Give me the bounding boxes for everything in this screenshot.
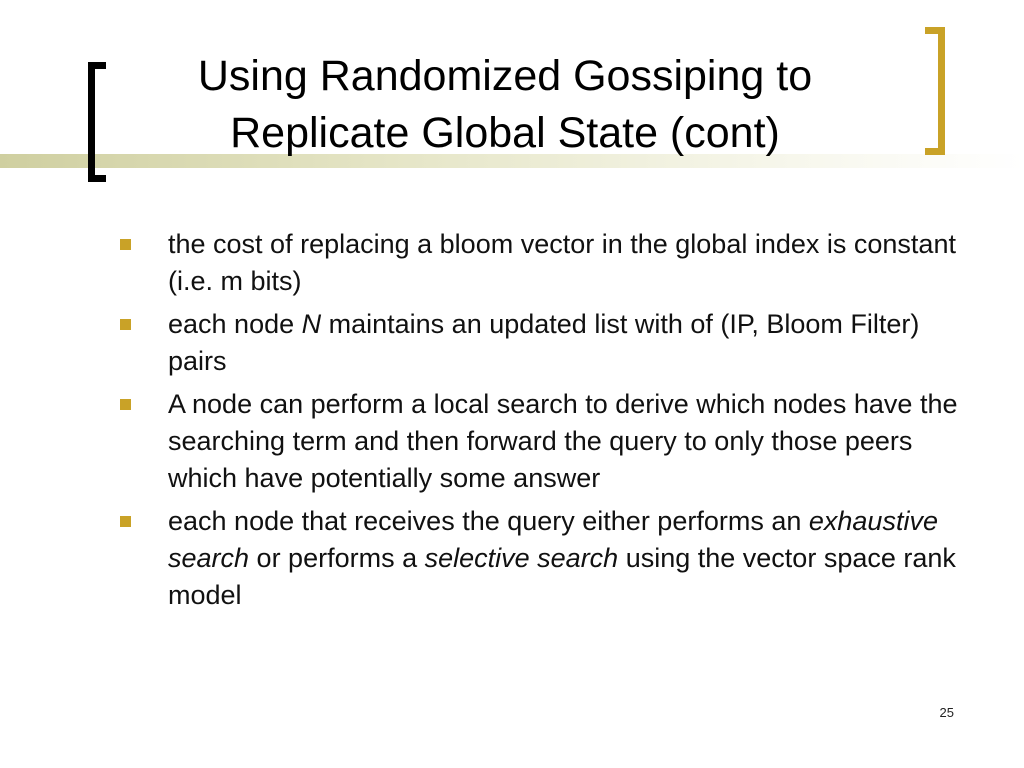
bullet-text-segment: the cost of replacing a bloom vector in the global index is constant (i.e. m bits) [168, 229, 956, 296]
slide-title [120, 48, 890, 162]
bullet-text-segment: or performs a [249, 543, 425, 573]
bullet-list [118, 226, 968, 620]
bullet-item [118, 306, 968, 380]
bullet-text-segment: each node [168, 309, 302, 339]
bullet-text [168, 226, 968, 300]
bullet-text-segment: maintains an updated list with of (IP, Bloom Filter) pairs [168, 309, 920, 376]
bullet-item [118, 386, 968, 497]
square-bullet-icon [120, 319, 131, 330]
bullet-text [168, 306, 968, 380]
bullet-text [168, 503, 968, 614]
bullet-item [118, 226, 968, 300]
bullet-text-italic: exhaustive search [168, 506, 938, 573]
bullet-text-segment: using the vector space rank model [168, 543, 956, 610]
left-bracket-decoration [88, 62, 106, 182]
slide-title-line-1: Using Randomized Gossiping to [197, 52, 813, 100]
bullet-text-segment: each node that receives the query either performs an [168, 506, 809, 536]
bullet-text-italic: N [301, 309, 322, 339]
square-bullet-icon [120, 399, 131, 410]
bullet-text [168, 386, 968, 497]
page-number: 25 [939, 705, 954, 720]
square-bullet-icon [120, 239, 131, 250]
bullet-text-segment: A node can perform a local search to derive which nodes have the searching term and then forward the query to only those peers which have potentially some answer [168, 389, 958, 493]
square-bullet-icon [120, 516, 131, 527]
bullet-text-italic: selective search [424, 543, 619, 573]
slide-title-line-2: Replicate Global State (cont) [230, 109, 780, 157]
right-bracket-decoration [925, 27, 945, 155]
bullet-item [118, 503, 968, 614]
